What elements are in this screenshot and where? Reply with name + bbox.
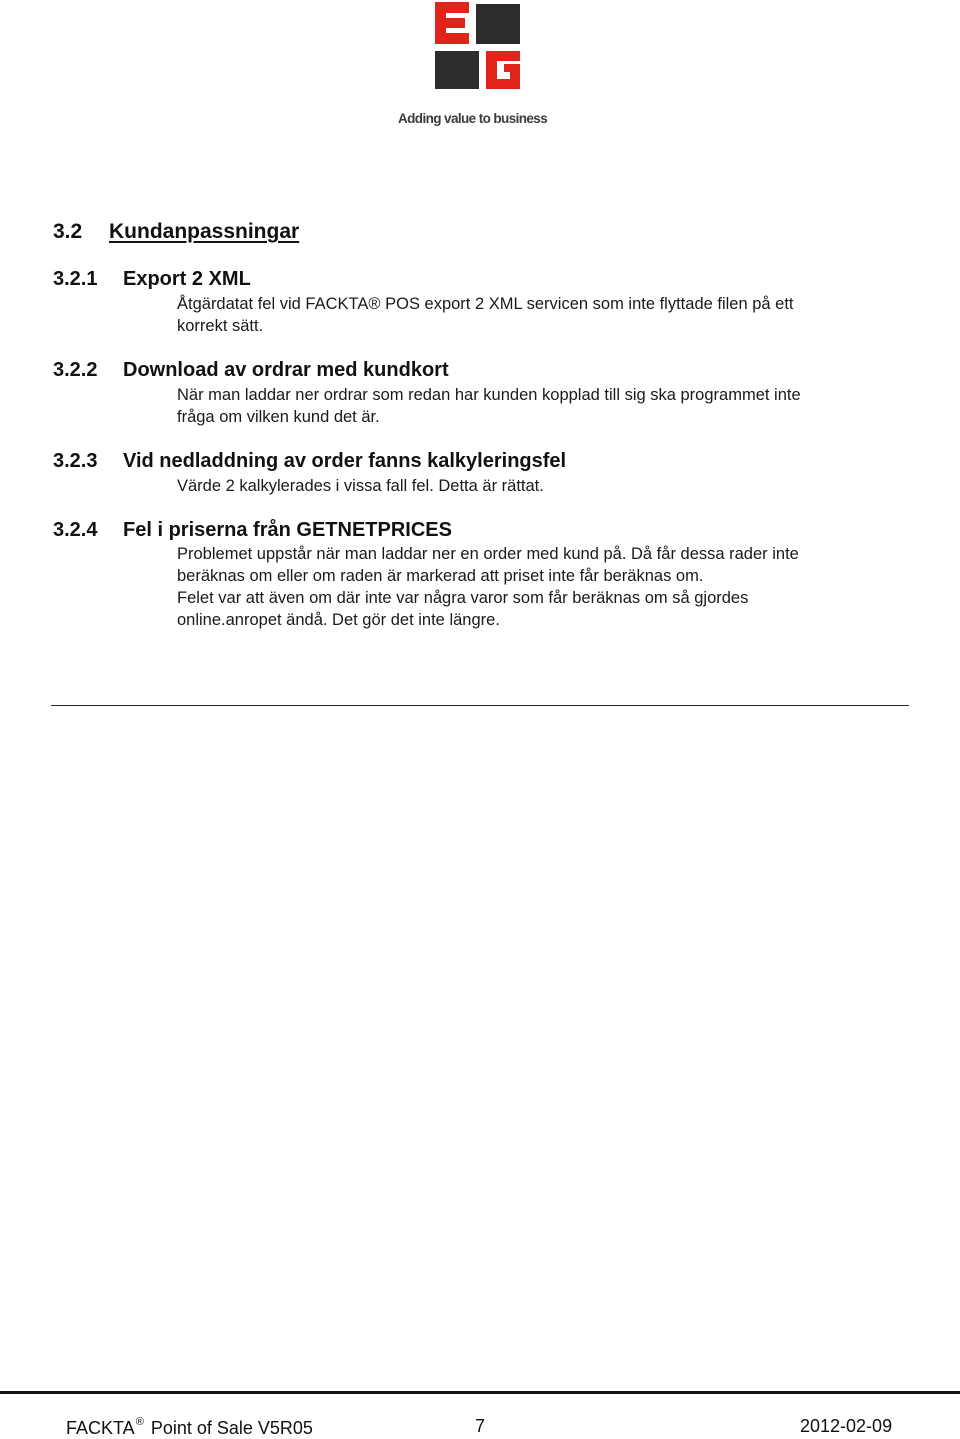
- subsection-body: [177, 543, 907, 631]
- body-line: Problemet uppstår när man laddar ner en order med kund på. Då får dessa rader inte: [177, 545, 799, 563]
- subsection-heading: [53, 450, 566, 473]
- body-line: fråga om vilken kund det är.: [177, 408, 380, 426]
- subsection-heading: [53, 519, 452, 542]
- body-line: korrekt sätt.: [177, 317, 264, 335]
- subsection-body: [177, 475, 907, 497]
- subsection-body: [177, 293, 907, 337]
- body-line: online.anropet ändå. Det gör det inte längre.: [177, 611, 500, 629]
- footer-product-name: FACKTA: [66, 1418, 135, 1438]
- registered-mark: ®: [135, 1416, 144, 1428]
- subsection-heading: [53, 268, 251, 291]
- subsection-body: [177, 384, 907, 428]
- footer-product-version: Point of Sale V5R05: [150, 1418, 313, 1438]
- section-title: Kundanpassningar: [109, 220, 300, 243]
- subsection-title: Fel i priserna från GETNETPRICES: [123, 519, 452, 541]
- footer-divider: [0, 1391, 960, 1394]
- section-heading: [53, 220, 299, 244]
- subsection-number: 3.2.2: [53, 359, 98, 381]
- section-number: 3.2: [53, 220, 83, 243]
- body-line: Värde 2 kalkylerades i vissa fall fel. Detta är rättat.: [177, 477, 544, 495]
- body-line: beräknas om eller om raden är markerad att priset inte får beräknas om.: [177, 567, 704, 585]
- page-number: 7: [475, 1416, 486, 1436]
- subsection-number: 3.2.1: [53, 268, 98, 290]
- logo-tagline: Adding value to business: [398, 111, 548, 126]
- footer-product: [66, 1416, 313, 1439]
- subsection-title: Download av ordrar med kundkort: [123, 359, 449, 381]
- subsection-number: 3.2.4: [53, 519, 98, 541]
- body-line: När man laddar ner ordrar som redan har kunden kopplad till sig ska programmet inte: [177, 386, 801, 404]
- subsection-heading: [53, 359, 449, 382]
- subsection-number: 3.2.3: [53, 450, 98, 472]
- subsection-title: Vid nedladdning av order fanns kalkyleringsfel: [123, 450, 567, 472]
- content-divider: [51, 705, 909, 706]
- subsection-title: Export 2 XML: [123, 268, 251, 290]
- body-line: Åtgärdatat fel vid FACKTA® POS export 2 XML servicen som inte flyttade filen på ett: [177, 295, 794, 313]
- body-line: Felet var att även om där inte var några varor som får beräknas om så gjordes: [177, 589, 749, 607]
- footer-date: 2012-02-09: [800, 1416, 893, 1436]
- eg-logo-mark: [400, 0, 560, 110]
